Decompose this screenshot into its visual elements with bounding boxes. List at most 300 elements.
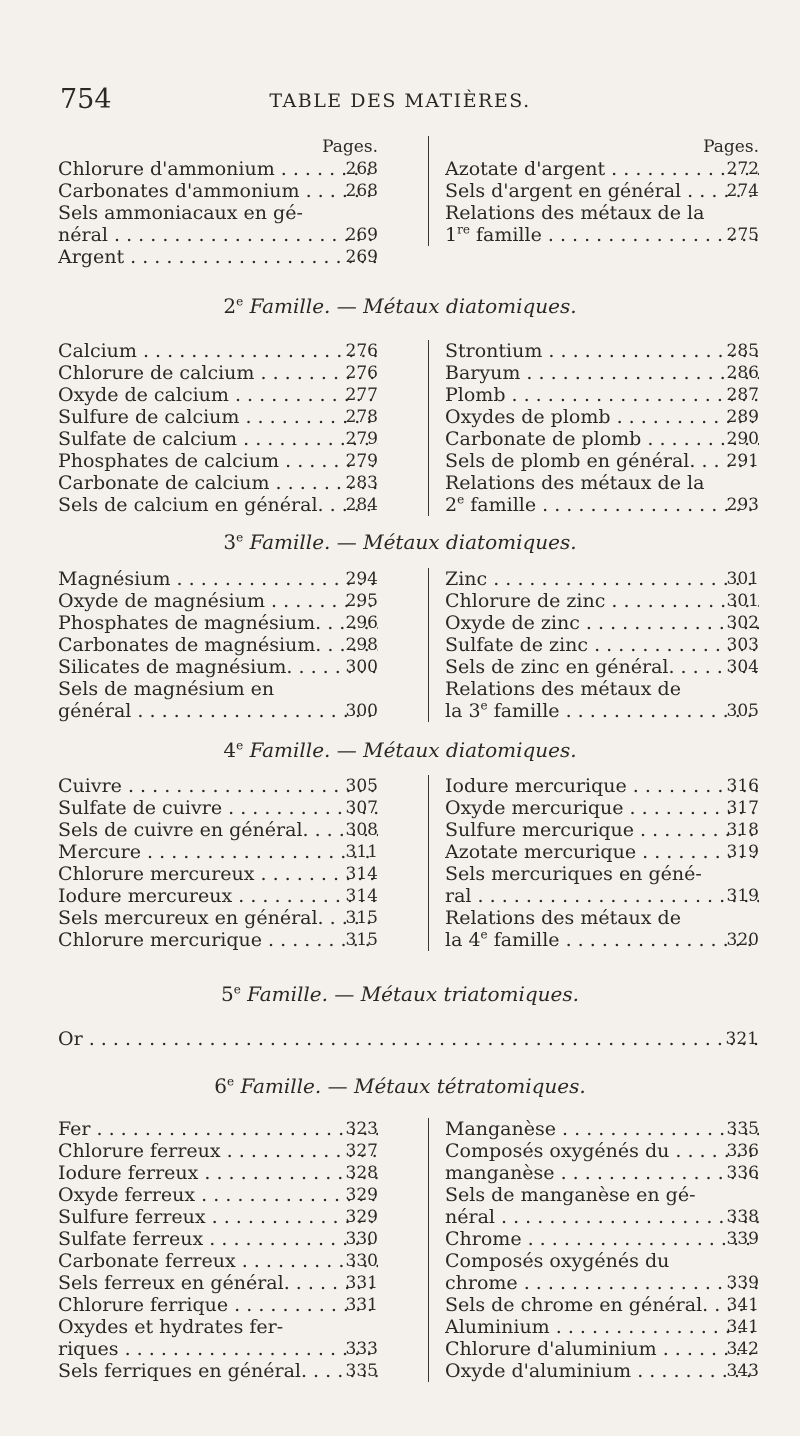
entry-text-line: Sels de manganèse en gé- (445, 1184, 696, 1206)
entry-page: 319 (726, 886, 759, 906)
family-dash: — (330, 294, 364, 318)
entry-page: 328 (345, 1163, 378, 1183)
entry-page: 335 (345, 1361, 378, 1381)
toc-entry (58, 863, 378, 885)
entry-title (58, 1338, 378, 1360)
page-number: 754 (60, 84, 112, 115)
entry-text: Manganèse (445, 1118, 556, 1140)
entry-text-line: Sels de magnésium en (58, 678, 275, 700)
entry-page: 305 (345, 776, 378, 796)
entry-text: Chlorure ferrique (58, 1294, 229, 1316)
toc-entry (429, 634, 759, 656)
family-dash: — (327, 982, 361, 1006)
entry-page: 291 (726, 451, 759, 471)
entry-text: Oxyde ferreux (58, 1184, 196, 1206)
family-number-sup: e (233, 982, 241, 997)
entry-text-line: Sels mercuriques en géné- (445, 863, 702, 885)
section-1 (58, 136, 758, 268)
entry-text: Argent (58, 246, 125, 268)
toc-entry (429, 612, 759, 634)
family-6-heading (0, 1074, 800, 1098)
entry-title (58, 1272, 378, 1294)
toc-entry (58, 180, 378, 202)
entry-page: 331 (345, 1273, 378, 1293)
entry-text: Composés oxygénés du (445, 1140, 670, 1162)
entry-page: 307 (345, 798, 378, 818)
toc-entry (429, 863, 759, 907)
entry-text: Fer (58, 1118, 91, 1140)
toc-entry (58, 1140, 378, 1162)
family-description: Métaux diatomiques. (363, 294, 577, 318)
entry-title (445, 1338, 759, 1360)
entry-text: Sulfate de zinc (445, 634, 589, 656)
toc-entry (58, 1360, 378, 1382)
entry-text: Carbonates d'ammonium (58, 180, 300, 202)
toc-entry (429, 819, 759, 841)
entry-page: 276 (345, 341, 378, 361)
entry-page: 277 (345, 385, 378, 405)
entry-page: 323 (345, 1119, 378, 1139)
toc-entry (58, 1250, 378, 1272)
entry-title (445, 929, 759, 951)
entry-title (445, 1360, 759, 1382)
toc-entry (58, 428, 378, 450)
entry-text: chrome (445, 1272, 518, 1294)
entry-text: Calcium (58, 340, 137, 362)
entry-page: 298 (345, 635, 378, 655)
entry-page: 294 (345, 569, 378, 589)
entry-text: Oxyde d'aluminium (445, 1360, 632, 1382)
entry-title (58, 841, 378, 863)
family-description: Métaux tétratomiques. (353, 1074, 586, 1098)
toc-entry (429, 1162, 759, 1184)
toc-entry (58, 472, 378, 494)
entry-text: Sulfate ferreux (58, 1228, 204, 1250)
entry-page: 319 (726, 842, 759, 862)
entry-page: 335 (726, 1119, 759, 1139)
toc-entry (58, 1118, 378, 1140)
entry-ordinal-sup: e (480, 700, 488, 713)
entry-title (445, 450, 759, 472)
entry-text: manganèse (445, 1162, 555, 1184)
entry-title (58, 1206, 378, 1228)
entry-text: Plomb (445, 384, 506, 406)
entry-page: 304 (726, 657, 759, 677)
left-column (58, 775, 378, 951)
toc-entry (429, 678, 759, 722)
entry-text: Chlorure d'aluminium (445, 1338, 657, 1360)
entry-text: Sels ferriques en général. (58, 1360, 308, 1382)
toc-entry (429, 1250, 759, 1294)
entry-text: Strontium (445, 340, 543, 362)
toc-entry (429, 1228, 759, 1250)
family-dash: — (321, 1074, 354, 1098)
entry-title (445, 406, 759, 428)
entry-text: Iodure ferreux (58, 1162, 199, 1184)
entry-text: famille (469, 224, 542, 246)
entry-page: 283 (345, 473, 378, 493)
toc-entry (58, 590, 378, 612)
entry-title (58, 1228, 378, 1250)
family-label: Famille. (243, 530, 331, 554)
entry-text: ral (445, 885, 472, 907)
entry-page: 284 (345, 495, 378, 515)
entry-page: 343 (726, 1361, 759, 1381)
toc-entry (58, 634, 378, 656)
entry-text: Chlorure de zinc (445, 590, 606, 612)
entry-page: 289 (726, 407, 759, 427)
toc-entry (429, 406, 759, 428)
entry-page: 278 (345, 407, 378, 427)
entry-text: famille (487, 700, 560, 722)
entry-page: 341 (726, 1317, 759, 1337)
entry-text: Sulfate de cuivre (58, 797, 223, 819)
toc-entry (58, 612, 378, 634)
family-4-heading (0, 738, 800, 762)
entry-page: 314 (345, 864, 378, 884)
left-column (58, 568, 378, 722)
entry-text-line: Relations des métaux de (445, 907, 681, 929)
toc-entry (429, 1118, 759, 1140)
entry-title (58, 494, 378, 516)
entry-title (58, 180, 378, 202)
entry-page: 311 (345, 842, 378, 862)
entry-title (445, 1162, 759, 1184)
entry-page: 275 (726, 225, 759, 245)
entry-page: 330 (345, 1251, 378, 1271)
entry-title (445, 1316, 759, 1338)
entry-text: Cuivre (58, 775, 122, 797)
entry-page: 268 (345, 181, 378, 201)
toc-entry (429, 180, 759, 202)
toc-entry (58, 494, 378, 516)
pages-label: Pages. (322, 137, 378, 157)
entry-page: 293 (726, 495, 759, 515)
entry-page: 305 (726, 701, 759, 721)
entry-title (445, 841, 759, 863)
right-column (428, 775, 759, 951)
entry-or: Or . . . 321 (58, 1028, 758, 1050)
entry-text: famille (487, 929, 560, 951)
entry-title (445, 1228, 759, 1250)
entry-title (58, 362, 378, 384)
entry-page: 279 (345, 429, 378, 449)
entry-text: Sels ferreux en général. (58, 1272, 290, 1294)
family-5-heading (0, 982, 800, 1006)
toc-entry (58, 362, 378, 384)
toc-entry (58, 202, 378, 246)
toc-entry (429, 590, 759, 612)
entry-title (445, 1294, 759, 1316)
entry-title (58, 224, 378, 246)
left-column (58, 1118, 378, 1382)
entry-title (58, 428, 378, 450)
entry-page: 327 (345, 1141, 378, 1161)
entry-page: 315 (345, 930, 378, 950)
entry-title (445, 224, 759, 246)
entry-text: néral (58, 224, 108, 246)
entry-page: 336 (726, 1163, 759, 1183)
toc-entry (58, 907, 378, 929)
entry-title (58, 863, 378, 885)
toc-entry (58, 1316, 378, 1360)
family-description: Métaux diatomiques. (363, 738, 577, 762)
toc-entry (429, 797, 759, 819)
entry-page: 329 (345, 1185, 378, 1205)
toc-entry (58, 819, 378, 841)
entry-page: 269 (345, 225, 378, 245)
running-head: TABLE DES MATIÈRES. (269, 90, 531, 112)
toc-entry (58, 450, 378, 472)
toc-entry (429, 384, 759, 406)
entry-text: Carbonate ferreux (58, 1250, 236, 1272)
entry-page: 342 (726, 1339, 759, 1359)
right-column (428, 340, 759, 516)
entry-page: 308 (345, 820, 378, 840)
entry-text-line: Relations des métaux de (445, 678, 681, 700)
entry-text: Sels de cuivre en général. (58, 819, 309, 841)
toc-entry (58, 406, 378, 428)
entry-text: famille (464, 494, 537, 516)
family-number-sup: e (236, 738, 244, 753)
entry-page: 295 (345, 591, 378, 611)
family-number-sup: e (236, 530, 244, 545)
entry-text: Sels de zinc en général. (445, 656, 675, 678)
section-6 (58, 1118, 758, 1382)
entry-title (445, 885, 759, 907)
entry-text: Aluminium (445, 1316, 550, 1338)
entry-title (58, 1360, 378, 1382)
entry-page: 286 (726, 363, 759, 383)
toc-entry (429, 568, 759, 590)
entry-page: 330 (345, 1229, 378, 1249)
entry-page: 279 (345, 451, 378, 471)
entry-text: Magnésium (58, 568, 171, 590)
entry-page: 300 (345, 701, 378, 721)
entry-title (58, 384, 378, 406)
family-number: 3 (223, 530, 237, 554)
entry-title (445, 340, 759, 362)
entry-title (445, 590, 759, 612)
entry-text-line: Relations des métaux de la (445, 472, 705, 494)
entry-page: 276 (345, 363, 378, 383)
toc-entry (58, 656, 378, 678)
section-2 (58, 340, 758, 516)
entry-title (58, 158, 378, 180)
entry-text-line: Relations des métaux de la (445, 202, 705, 224)
entry-text: Silicates de magnésium. (58, 656, 293, 678)
entry-text: Sulfure de calcium (58, 406, 240, 428)
entry-title (58, 590, 378, 612)
toc-entry (58, 1206, 378, 1228)
page-header (0, 84, 800, 124)
entry-text: Carbonates de magnésium. (58, 634, 322, 656)
entry-page: 301 (726, 591, 759, 611)
entry-title (445, 819, 759, 841)
entry-text: Sels de calcium en général. (58, 494, 324, 516)
toc-entry (429, 1360, 759, 1382)
entry-text: Baryum (445, 362, 521, 384)
toc-entry (429, 340, 759, 362)
toc-entry (58, 246, 378, 268)
entry-title (445, 1206, 759, 1228)
entry-text: Sels d'argent en général (445, 180, 682, 202)
entry-text: Chlorure mercurique (58, 929, 262, 951)
entry-ordinal-sup: e (457, 494, 465, 507)
toc-entry (58, 885, 378, 907)
entry-title (445, 568, 759, 590)
entry-page: 339 (726, 1273, 759, 1293)
entry-page: 331 (345, 1295, 378, 1315)
entry-text: Sels de chrome en général. (445, 1294, 709, 1316)
entry-title (58, 1250, 378, 1272)
entry-title (445, 362, 759, 384)
entry-text: Sels de plomb en général. (445, 450, 696, 472)
toc-entry (429, 1184, 759, 1228)
entry-text: Phosphates de magnésium. (58, 612, 322, 634)
family-number-sup: e (226, 1074, 235, 1089)
entry-title (445, 158, 759, 180)
entry-title (445, 656, 759, 678)
entry-title (58, 406, 378, 428)
toc-entry (429, 1316, 759, 1338)
entry-title (58, 568, 378, 590)
entry-ordinal-sup: re (457, 224, 470, 237)
entry-page: 318 (726, 820, 759, 840)
entry-ordinal: 1 (445, 224, 458, 246)
entry-title (58, 634, 378, 656)
entry-title (58, 656, 378, 678)
toc-entry (58, 929, 378, 951)
toc-entry (58, 1162, 378, 1184)
entry-title (445, 180, 759, 202)
entry-text: Sels mercureux en général. (58, 907, 324, 929)
entry-title (58, 1162, 378, 1184)
toc-entry (58, 1272, 378, 1294)
entry-title (445, 634, 759, 656)
entry-text: néral (445, 1206, 495, 1228)
family-label: Famille. (240, 982, 328, 1006)
entry-text: Zinc (445, 568, 488, 590)
entry-title (58, 1294, 378, 1316)
entry-ordinal: la 3 (445, 700, 481, 722)
entry-text: Oxyde de calcium (58, 384, 229, 406)
entry-title (445, 1118, 759, 1140)
family-number-sup: e (236, 294, 244, 309)
toc-entry (58, 384, 378, 406)
entry-text: Carbonate de calcium (58, 472, 270, 494)
entry-page: 290 (726, 429, 759, 449)
toc-entry (429, 362, 759, 384)
entry-text: Azotate d'argent (445, 158, 606, 180)
toc-entry (429, 775, 759, 797)
entry-text: Oxyde de magnésium (58, 590, 265, 612)
toc-entry (58, 158, 378, 180)
entry-text: Chlorure d'ammonium (58, 158, 275, 180)
entry-ordinal: 2 (445, 494, 458, 516)
entry-title (58, 819, 378, 841)
left-column (58, 340, 378, 516)
entry-text: Iodure mercurique (445, 775, 627, 797)
entry-text: Oxydes de plomb (445, 406, 611, 428)
toc-entry (429, 1338, 759, 1360)
entry-page: 333 (345, 1339, 378, 1359)
entry-title (58, 472, 378, 494)
toc-entry (58, 1294, 378, 1316)
family-number: 2 (223, 294, 237, 318)
entry-text-line: Composés oxygénés du (445, 1250, 670, 1272)
entry-text: général (58, 700, 132, 722)
entry-page: 317 (726, 798, 759, 818)
entry-text: Oxyde mercurique (445, 797, 624, 819)
toc-entry (429, 841, 759, 863)
entry-text: Sulfure mercurique (445, 819, 634, 841)
entry-title (58, 885, 378, 907)
entry-text: Oxyde de zinc (445, 612, 580, 634)
entry-title (445, 775, 759, 797)
entry-text: Iodure mercureux (58, 885, 233, 907)
entry-page: 272 (726, 159, 759, 179)
entry-title (58, 929, 378, 951)
entry-title (445, 428, 759, 450)
toc-entry (429, 450, 759, 472)
entry-page: 300 (345, 657, 378, 677)
family-number: 6 (214, 1074, 227, 1098)
entry-text: Chlorure ferreux (58, 1140, 221, 1162)
toc-entry (58, 678, 378, 722)
pages-label: Pages. (703, 137, 759, 157)
entry-title (58, 450, 378, 472)
entry-text-line: Sels ammoniacaux en gé- (58, 202, 303, 224)
section-3 (58, 568, 758, 722)
entry-title (445, 700, 759, 722)
family-number: 4 (223, 738, 237, 762)
entry-page: 339 (726, 1229, 759, 1249)
family-dash: — (330, 738, 364, 762)
toc-entry (58, 1228, 378, 1250)
entry-text-line: Oxydes et hydrates fer- (58, 1316, 284, 1338)
toc-entry (58, 775, 378, 797)
toc-entry (429, 1140, 759, 1162)
entry-title (58, 1140, 378, 1162)
right-column (428, 568, 759, 722)
toc-entry (429, 656, 759, 678)
toc-entry (58, 568, 378, 590)
toc-entry (429, 472, 759, 516)
toc-entry (429, 202, 759, 246)
entry-text: Mercure (58, 841, 141, 863)
family-label: Famille. (243, 738, 331, 762)
toc-entry (429, 158, 759, 180)
entry-title (58, 775, 378, 797)
family-label: Famille. (234, 1074, 322, 1098)
family-description: Métaux triatomiques. (360, 982, 579, 1006)
family-3-heading (0, 530, 800, 554)
entry-title (445, 797, 759, 819)
entry-text: riques (58, 1338, 119, 1360)
entry-page: 336 (726, 1141, 759, 1161)
entry-page: 315 (345, 908, 378, 928)
family-description: Métaux diatomiques. (363, 530, 577, 554)
left-column (58, 136, 378, 268)
entry-page: 329 (345, 1207, 378, 1227)
entry-text: Sulfate de calcium (58, 428, 238, 450)
entry-title (445, 1272, 759, 1294)
family-dash: — (330, 530, 364, 554)
entry-title (445, 1140, 759, 1162)
entry-page: 320 (726, 930, 759, 950)
entry-text: Azotate mercurique (445, 841, 637, 863)
